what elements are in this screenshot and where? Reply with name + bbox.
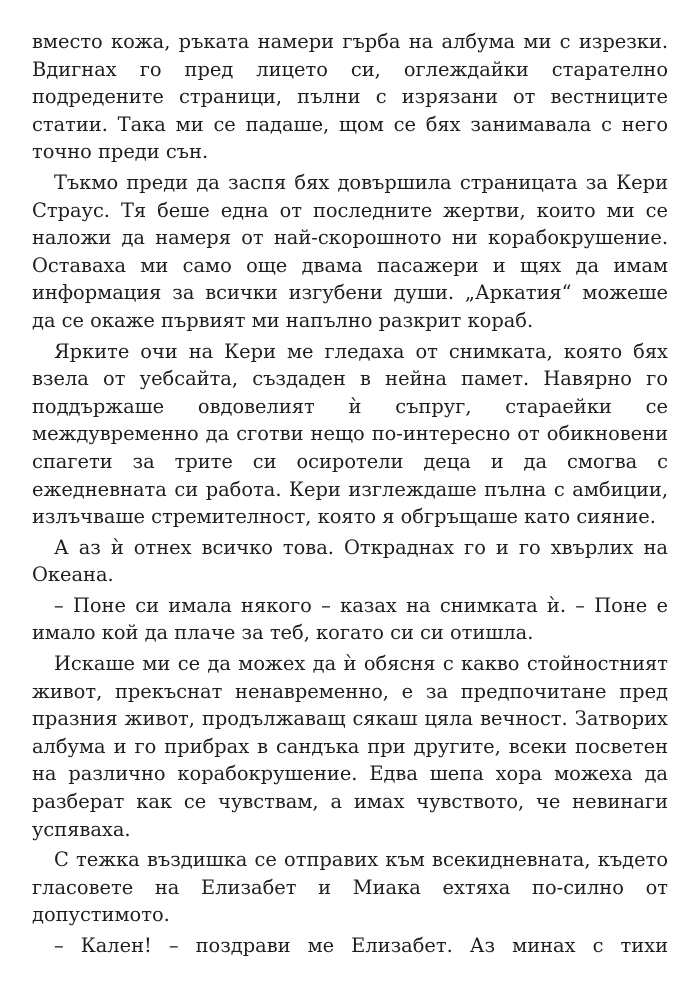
paragraph-6: Искаше ми се да можех да ѝ обясня с какво стойностният живот, прекъснат ненавременно, е за предпочитане пред празния живот, продължаващ сякаш цяла вечност. Затворих албума и го прибрах в сандъка при другите, всеки посветен на различно корабокрушение. Едва шепа хора можеха да разберат как се чувствам, а имах чувството, че невинаги успяваха. [32, 652, 668, 841]
paragraph-1: вместо кожа, ръката намери гърба на албума ми с изрезки. Вдигнах го пред лицето си, оглеждайки старателно подредените страници, пълни с изрязани от вестниците статии. Така ми се падаше, щом се бях занимавала с него точно преди сън. [32, 30, 668, 164]
paragraph-2: Тъкмо преди да заспя бях довършила страницата за Кери Страус. Тя беше една от последните жертви, които ми се наложи да намеря от най-скорошното ни корабокрушение. Оставаха ми само още двама пасажери и щях да имам информация за всички изгубени души. „Аркатия“ можеше да се окаже първият ми напълно разкрит кораб. [32, 170, 668, 332]
paragraph-5: – Поне си имала някого – казах на снимката ѝ. – Поне е имало кой да плаче за теб, когато си си отишла. [32, 593, 668, 645]
paragraph-8: – Кален! – поздрави ме Елизабет. Аз минах с тихи [54, 934, 668, 957]
paragraph-3: Ярките очи на Кери ме гледаха от снимката, която бях взела от уебсайта, създаден в нейна памет. Навярно го поддържаше овдовелият ѝ съпруг, стараейки се междувременно да сготви нещо по-интересно от обикновени спагети за трите си осиротели деца и да смогва с ежедневната си работа. Кери изглеждаше пълна с амбиции, излъчваше стремителност, която я обгръщаше като сияние. [32, 339, 668, 529]
book-page [32, 28, 668, 960]
paragraph-4: А аз ѝ отнех всичко това. Откраднах го и го хвърлих на Океана. [32, 535, 668, 587]
paragraph-7: С тежка въздишка се отправих към всекидневната, където гласовете на Елизабет и Миака ехтяха по-силно от допустимото. [32, 848, 668, 927]
